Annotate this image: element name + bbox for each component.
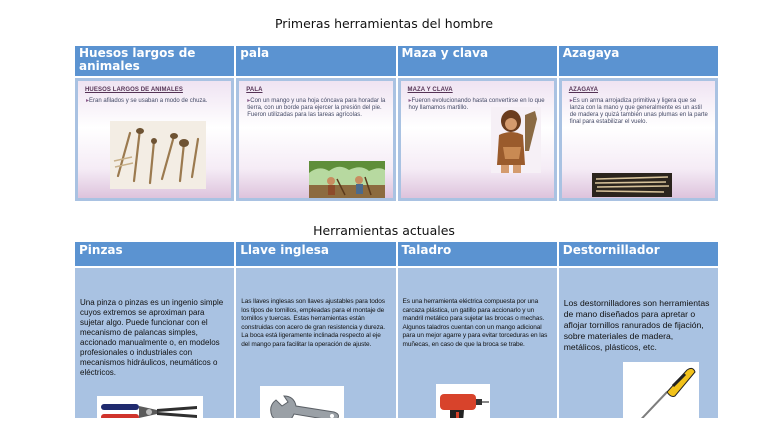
slide-text: ▸ Es un arma arrojadiza primitiva y ligera que se lanza con la mano y que generalmente es un astil de madera y quizá también unas plumas en la parte final para estabilizar el vuelo. (570, 98, 709, 126)
primeras-title: Primeras herramientas del hombre (274, 16, 494, 31)
header-destornillador: Destornillador (559, 242, 718, 266)
wrench-icon (260, 386, 344, 418)
cell-pinzas (75, 268, 234, 418)
caveman-club-image (491, 107, 541, 173)
drill-image-frame (436, 384, 490, 418)
slide-text: ▸ Fueron evolucionando hasta convertirse en lo que hoy llamamos martillo. (409, 98, 548, 112)
slide-cell-maza (398, 78, 557, 201)
pliers-icon (97, 396, 203, 418)
screwdriver-image-frame (623, 362, 699, 418)
header-pinzas: Pinzas (75, 242, 234, 266)
cell-destornillador (559, 268, 718, 418)
actuales-table (74, 241, 719, 419)
spear-image (592, 173, 672, 197)
slide-azagaya (562, 81, 715, 198)
cell-text: Los destornilladores son herramientas de mano diseñados para apretar o aflojar tornillos ranurados de fijación, sobre materiales de madera, metálicos, plásticos, etc. (563, 298, 710, 352)
slide-cell-azagaya (559, 78, 718, 201)
header-pala: pala (236, 46, 395, 76)
cell-text: Es una herramienta eléctrica compuesta por una carcaza plástica, un gatillo para accionarlo y un mandril metálico para sujetar las brocas o mechas. Algunos taladros cuentan con un mango adicional para un mejor agarre y para evitar torceduras en las muñecas, en caso de que la broca se trabe. (402, 298, 548, 348)
screwdriver-icon (623, 362, 699, 418)
header-taladro: Taladro (398, 242, 557, 266)
slide-text: ▸ Con un mango y una hoja cóncava para horadar la tierra, con un borde para ejercer la presión del pie. Fueron utilizadas para las tareas agrícolas. (247, 98, 386, 119)
slide-text: ▸ Eran afilados y se usaban a modo de chuza. (86, 98, 225, 105)
actuales-title: Herramientas actuales (313, 223, 455, 238)
header-huesos: Huesos largos de animales (75, 46, 234, 76)
primeras-table (74, 45, 719, 202)
header-maza: Maza y clava (398, 46, 557, 76)
cell-text: Una pinza o pinzas es un ingenio simple cuyos extremos se aproximan para sujetar algo. Puede funcionar con el mecanismo de palancas simples, accionado manualmente o, en modelos profesionales o industriales con mecanismos hidráulicos, neumáticos o eléctricos. (80, 298, 224, 377)
slide-title: AZAGAYA (568, 87, 599, 93)
slide-title: PALA (246, 87, 263, 93)
slide-title: MAZA Y CLAVA (407, 87, 453, 93)
slide-title: HUESOS LARGOS DE ANIMALES (85, 87, 183, 93)
cell-llave (236, 268, 395, 418)
slide-cell-pala (236, 78, 395, 201)
cell-taladro (398, 268, 557, 418)
wrench-image-frame (260, 386, 344, 418)
header-llave: Llave inglesa (236, 242, 395, 266)
cell-text: Las llaves inglesas son llaves ajustables para todos los tipos de tornillos, empleadas para el montaje de tornillos y tuercas. Estas herramientas están construidas con acero de gran resistencia y dureza. La boca está ligeramente inclinada respecto al eje del mango para facilitar la operación de ajuste. (241, 298, 386, 348)
slide-maza (401, 81, 554, 198)
pliers-image-frame (97, 396, 203, 418)
farming-scene-image (309, 161, 385, 198)
slide-cell-huesos (75, 78, 234, 201)
header-azagaya: Azagaya (559, 46, 718, 76)
slide-huesos (78, 81, 231, 198)
drill-icon (436, 384, 490, 418)
bone-tools-image (110, 121, 206, 189)
slide-pala (239, 81, 392, 198)
